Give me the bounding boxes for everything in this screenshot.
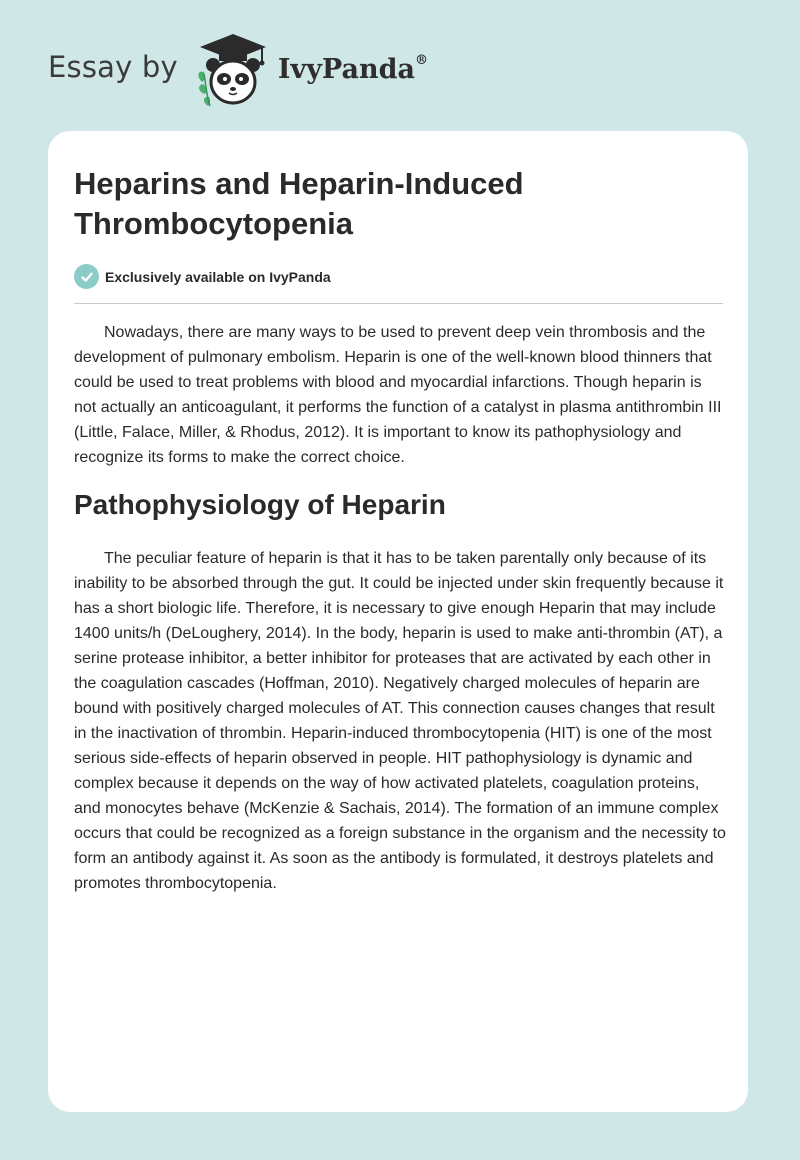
essay-by-label: Essay by bbox=[48, 50, 178, 84]
intro-paragraph: Nowadays, there are many ways to be used to prevent deep vein thrombosis and the development of pulmonary embolism. Heparin is one of the well-known blood thinners that could be used to treat problems with blood and myocardial infarctions. Though heparin is not actually an anticoagulant, it performs the function of a catalyst in plasma antithrombin III (Little, Falace, Miller, & Rhodus, 2012). It is important to know its pathophysiology and recognize its forms to make the correct choice. bbox=[74, 324, 722, 466]
registered-mark: ® bbox=[414, 52, 428, 68]
brand-name-text: IvyPanda bbox=[277, 53, 415, 85]
section-heading: Pathophysiology of Heparin bbox=[74, 489, 446, 520]
checkmark-icon bbox=[74, 264, 99, 289]
section-paragraph: The peculiar feature of heparin is that it has to be taken parentally only because of its inability to be absorbed through the gut. It could be injected under skin frequently because it has a short biologic life. Therefore, it is necessary to give enough Heparin that may include 1400 units/h (DeLoughery, 2014). In the body, heparin is used to make anti-thrombin (AT), a serine protease inhibitor, a better inhibitor for proteases that are activated by each other in the coagulation cascades (Hoffman, 2010). Negatively charged molecules of heparin are bound with positively charged molecules of AT. This connection causes changes that result in the inactivation of thrombin. Heparin-induced thrombocytopenia (HIT) is one of the most serious side-effects of heparin observed in people. HIT pathophysiology is dynamic and complex because it depends on the way of how activated platelets, coagulation proteins, and monocytes behave (McKenzie & Sachais, 2014). The formation of an immune complex occurs that could be recognized as a foreign substance in the organism and the necessity to form an antibody against it. As soon as the antibody is formulated, it destroys platelets and promotes thrombocytopenia. bbox=[74, 550, 726, 892]
divider bbox=[74, 303, 723, 304]
brand-name bbox=[278, 54, 428, 85]
panda-graduate-icon bbox=[192, 32, 274, 108]
exclusive-badge bbox=[74, 264, 331, 289]
badge-label: Exclusively available on IvyPanda bbox=[105, 268, 331, 285]
brand-header[interactable] bbox=[48, 30, 428, 110]
page-title: Heparins and Heparin-Induced Thrombocytopenia bbox=[74, 166, 524, 241]
essay-card bbox=[48, 131, 748, 1112]
